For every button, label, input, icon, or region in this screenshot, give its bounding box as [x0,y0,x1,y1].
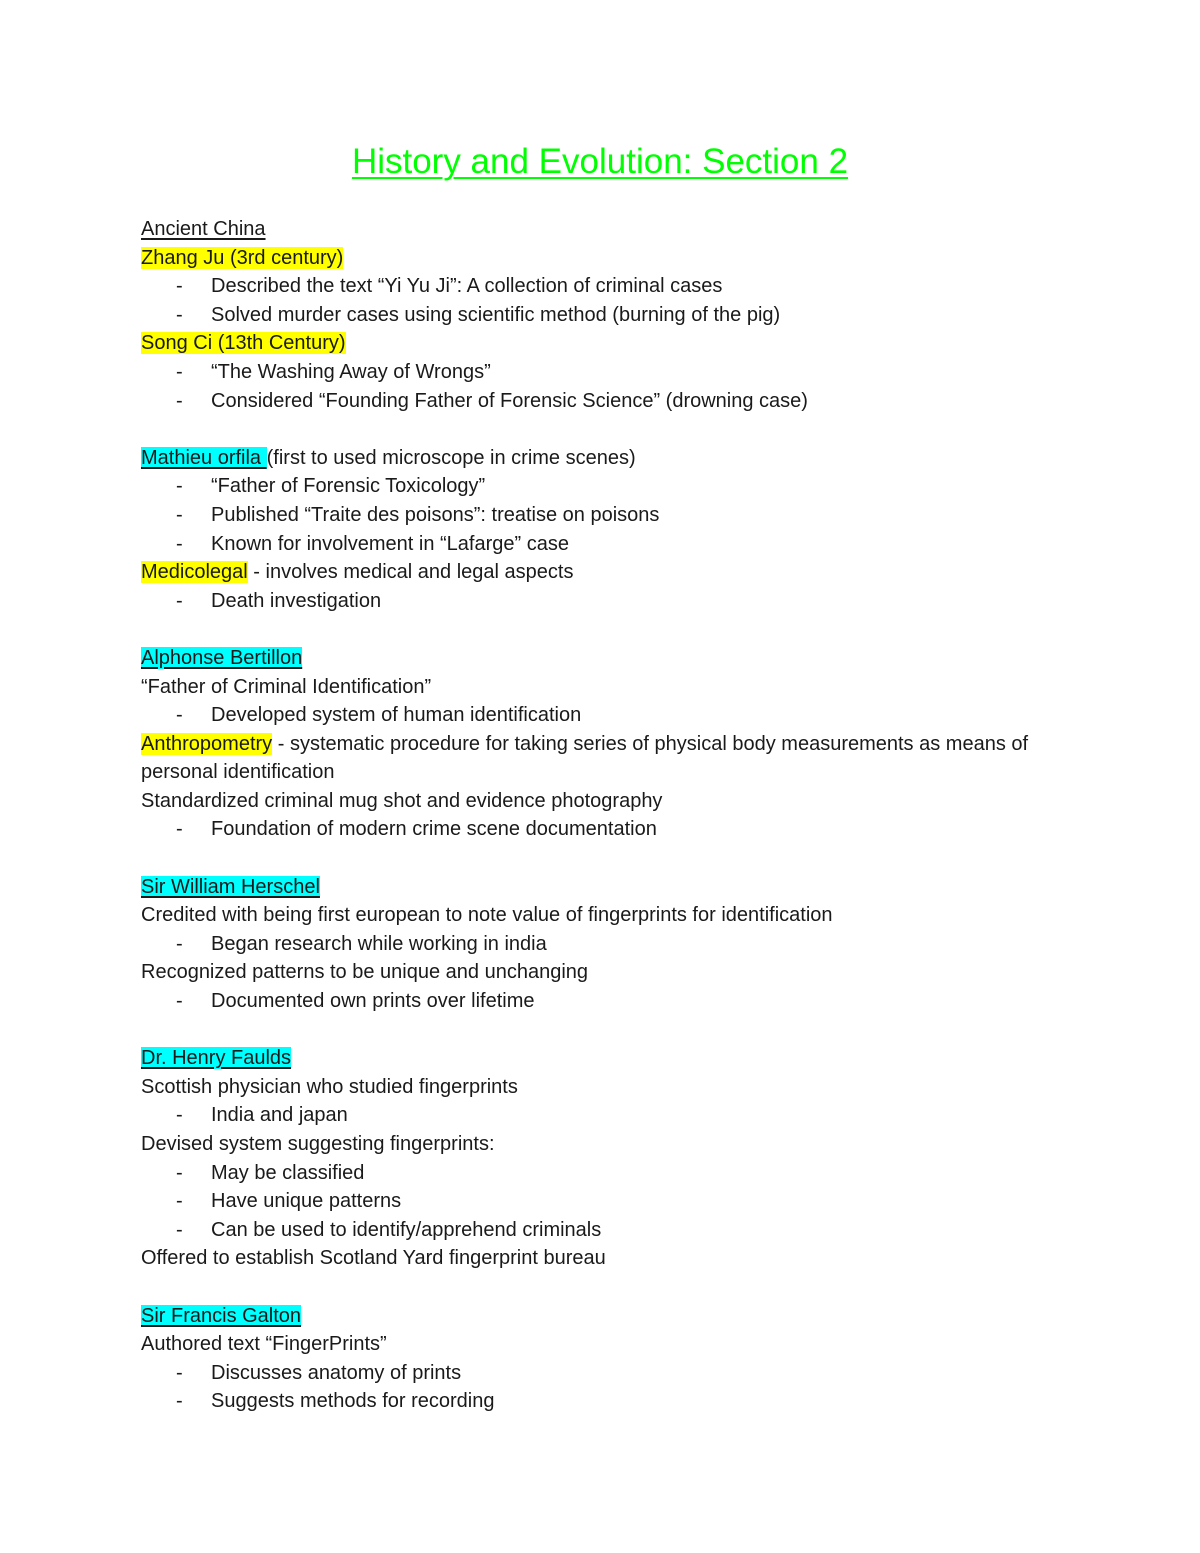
spacer [141,415,1041,444]
spacer [141,1016,1041,1045]
term-medicolegal: Medicolegal - involves medical and legal aspects [141,561,574,584]
person-henry-faulds: Dr. Henry Faulds [141,1047,292,1070]
list-item: - Developed system of human identification [176,704,582,727]
person-zhang-ju: Zhang Ju (3rd century) [141,246,344,269]
list-item: - Published “Traite des poisons”: treatise on poisons [176,503,660,526]
text-line: Scottish physician who studied fingerprints [141,1075,518,1098]
person-song-ci: Song Ci (13th Century) [141,332,346,355]
person-alphonse-bertillon: Alphonse Bertillon [141,646,303,669]
person-william-herschel: Sir William Herschel [141,875,320,898]
page-title: History and Evolution: Section 2 [351,142,849,181]
list-item: - Described the text “Yi Yu Ji”: A collection of criminal cases [176,275,723,298]
list-item: - Have unique patterns [176,1190,402,1213]
text-line: “Father of Criminal Identification” [141,675,432,698]
person-francis-galton: Sir Francis Galton [141,1304,302,1327]
spacer [141,1273,1041,1302]
person-mathieu-orfila: Mathieu orfila (first to used microscope in crime scenes) [141,446,636,469]
list-item: - India and japan [176,1104,348,1127]
section-heading-ancient-china: Ancient China [141,218,266,240]
term-anthropometry: Anthropometry - systematic procedure for taking series of physical body measurements as means of personal identification [141,732,1029,784]
list-item: - Began research while working in india [176,932,547,955]
text-line: Credited with being first european to note value of fingerprints for identification [141,904,833,927]
list-item: - Suggests methods for recording [176,1390,495,1413]
spacer [141,844,1041,873]
list-item: - May be classified [176,1161,365,1184]
list-item: - Discusses anatomy of prints [176,1361,462,1384]
list-item: - Solved murder cases using scientific method (burning of the pig) [176,303,781,326]
list-item: - Foundation of modern crime scene documentation [176,818,657,841]
list-item: - “Father of Forensic Toxicology” [176,475,486,498]
list-item: - “The Washing Away of Wrongs” [176,360,491,383]
text-line: Recognized patterns to be unique and unchanging [141,961,589,984]
text-line: Offered to establish Scotland Yard fingerprint bureau [141,1247,606,1270]
text-line: Authored text “FingerPrints” [141,1333,387,1356]
list-item: - Documented own prints over lifetime [176,990,535,1013]
list-item: - Can be used to identify/apprehend criminals [176,1218,602,1241]
document-body [141,215,1041,1416]
list-item: - Death investigation [176,589,382,612]
text-line: Devised system suggesting fingerprints: [141,1133,495,1155]
spacer [141,615,1041,644]
text-line: Standardized criminal mug shot and evidence photography [141,789,663,812]
list-item: - Known for involvement in “Lafarge” case [176,532,569,555]
list-item: - Considered “Founding Father of Forensic Science” (drowning case) [176,389,808,412]
